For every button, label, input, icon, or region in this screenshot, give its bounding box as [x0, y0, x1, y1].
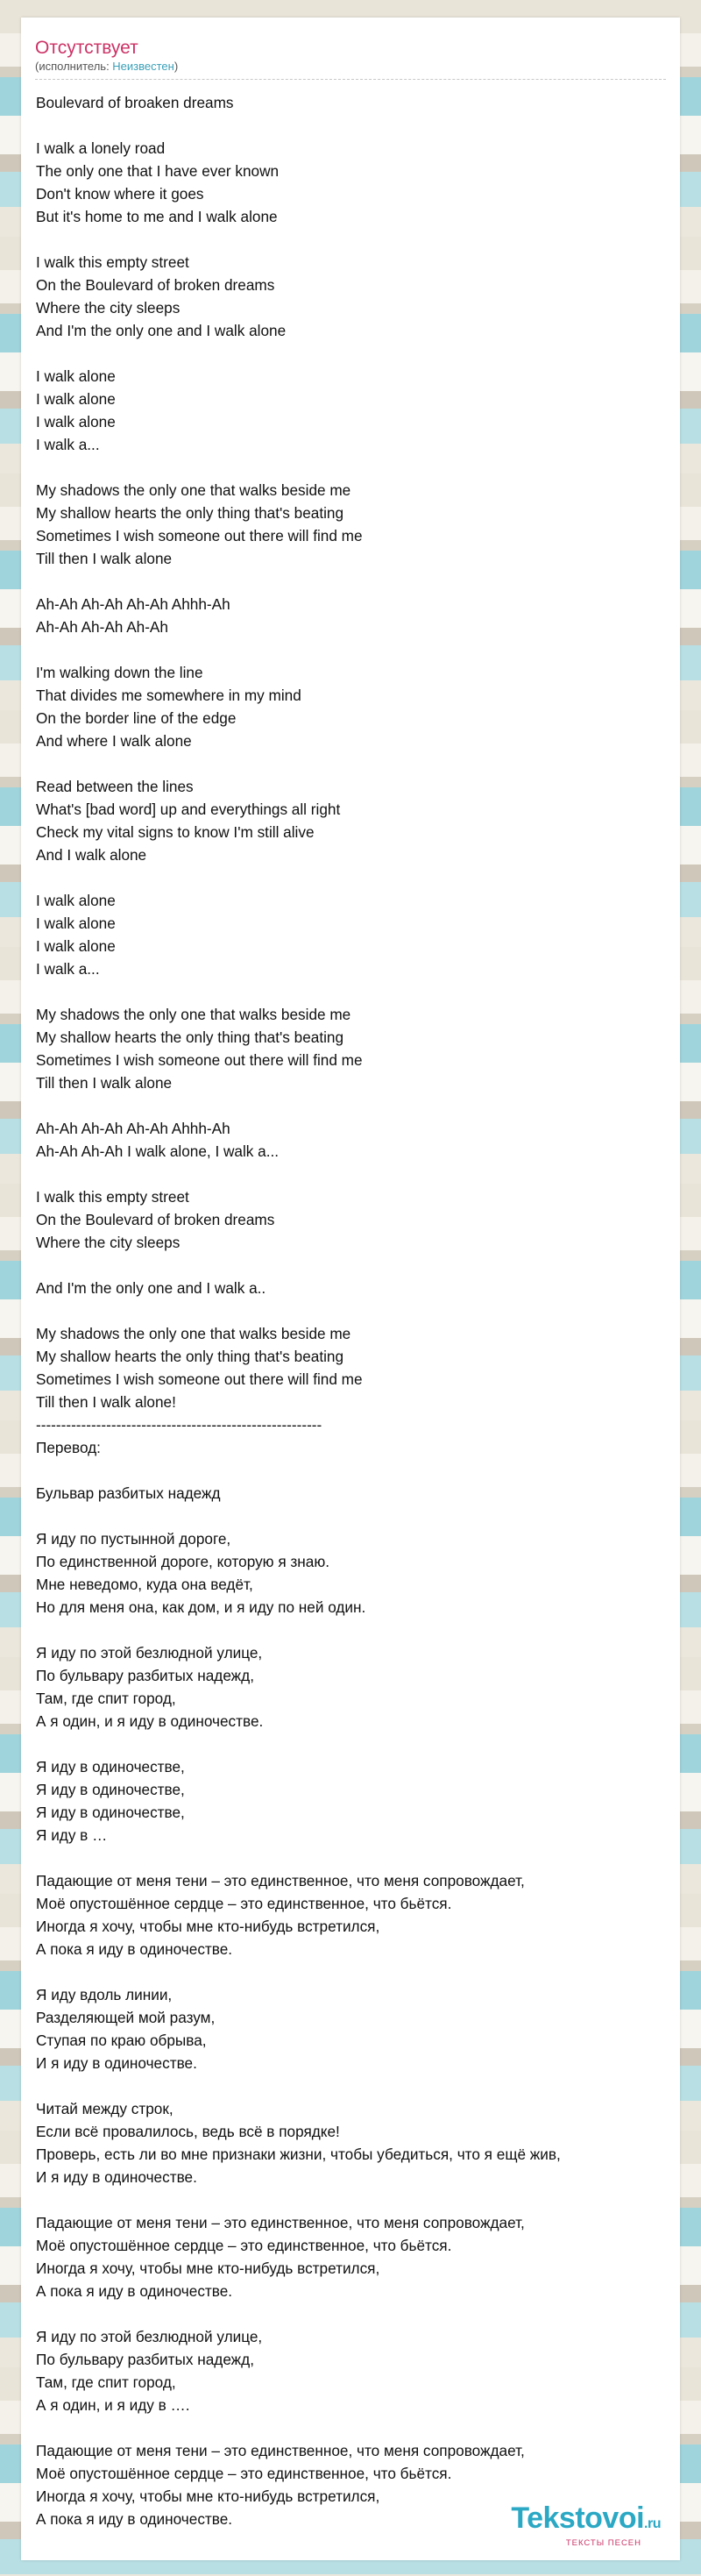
song-header: [35, 37, 666, 74]
lyrics-blank-line: [36, 752, 666, 775]
lyrics-line: Я иду по этой безлюдной улице,: [36, 1644, 263, 1662]
lyrics-line: Till then I walk alone: [36, 1074, 173, 1092]
lyrics-line: Я иду в …: [36, 1826, 108, 1844]
lyrics-blank-line: [36, 228, 666, 251]
lyrics-line: Я иду по пустынной дороге,: [36, 1530, 231, 1548]
site-logo[interactable]: [511, 2503, 661, 2548]
artist-prefix: (исполнитель:: [35, 60, 113, 73]
lyrics-line: А я один, и я иду в одиночестве.: [36, 1712, 264, 1730]
lyrics-line: Ah-Ah Ah-Ah Ah-Ah Ahhh-Ah: [36, 595, 230, 613]
logo-tagline: ТЕКСТЫ ПЕСЕН: [565, 2538, 641, 2548]
lyrics-line: Падающие от меня тени – это единственное, что меня сопровождает,: [36, 2442, 525, 2459]
lyrics-line: Я иду вдоль линии,: [36, 1986, 173, 2003]
lyrics-line: I walk alone: [36, 367, 116, 385]
lyrics-line: ---------------------------------------------------------: [36, 1416, 322, 1434]
lyrics-blank-line: [36, 2074, 666, 2097]
lyrics-line: Но для меня она, как дом, и я иду по ней один.: [36, 1598, 366, 1616]
lyrics-line: Разделяющей мой разум,: [36, 2009, 216, 2026]
lyrics-line: Я иду по этой безлюдной улице,: [36, 2328, 263, 2345]
lyrics-line: Ah-Ah Ah-Ah Ah-Ah Ahhh-Ah: [36, 1120, 230, 1137]
lyrics-line: My shadows the only one that walks beside me: [36, 481, 351, 499]
lyrics-line: Иногда я хочу, чтобы мне кто-нибудь встретился,: [36, 2487, 380, 2505]
lyrics-line: The only one that I have ever known: [36, 162, 280, 180]
lyrics-line: Я иду в одиночестве,: [36, 1804, 185, 1821]
lyrics-blank-line: [36, 1459, 666, 1482]
lyrics-blank-line: [36, 1847, 666, 1869]
lyrics-line: I walk alone: [36, 390, 116, 408]
lyrics-line: А пока я иду в одиночестве.: [36, 2282, 233, 2300]
lyrics-line: По единственной дороге, которую я знаю.: [36, 1553, 330, 1570]
lyrics-blank-line: [36, 1505, 666, 1527]
lyrics-line: What's [bad word] up and everythings all right: [36, 801, 341, 818]
lyrics-line: Ah-Ah Ah-Ah Ah-Ah: [36, 618, 168, 636]
lyrics-line: Если всё провалилось, ведь всё в порядке!: [36, 2123, 340, 2140]
lyrics-line: А пока я иду в одиночестве.: [36, 2510, 233, 2528]
lyrics-line: Ступая по краю обрыва,: [36, 2032, 207, 2049]
lyrics-line: Мне неведомо, куда она ведёт,: [36, 1576, 253, 1593]
lyrics-line: Моё опустошённое сердце – это единственное, что бьётся.: [36, 2465, 452, 2482]
lyrics-blank-line: [36, 1299, 666, 1322]
lyrics-line: I walk this empty street: [36, 1188, 189, 1206]
lyrics-blank-line: [36, 2302, 666, 2325]
lyrics-line: Till then I walk alone: [36, 550, 173, 567]
lyrics-line: And I walk alone: [36, 846, 147, 864]
lyrics-line: По бульвару разбитых надежд,: [36, 2351, 254, 2368]
lyrics-line: Перевод:: [36, 1439, 101, 1456]
lyrics-line: Where the city sleeps: [36, 1234, 181, 1251]
lyrics-line: Я иду в одиночестве,: [36, 1781, 185, 1798]
lyrics-line: My shadows the only one that walks beside me: [36, 1006, 351, 1023]
lyrics-blank-line: [36, 2188, 666, 2211]
lyrics-line: I walk a...: [36, 436, 100, 453]
lyrics-line: And I'm the only one and I walk alone: [36, 322, 287, 339]
lyrics-blank-line: [36, 1733, 666, 1755]
lyrics-blank-line: [36, 1960, 666, 1983]
lyrics-line: I walk alone: [36, 413, 116, 431]
logo-wordmark: [511, 2503, 661, 2539]
lyrics-blank-line: [36, 456, 666, 479]
lyrics-blank-line: [36, 866, 666, 889]
lyrics-line: И я иду в одиночестве.: [36, 2168, 197, 2186]
artist-link[interactable]: Неизвестен: [112, 60, 174, 73]
lyrics-line: А пока я иду в одиночестве.: [36, 1940, 233, 1958]
lyrics-line: My shadows the only one that walks beside me: [36, 1325, 351, 1342]
lyrics-line: Read between the lines: [36, 778, 194, 795]
lyrics-line: I walk alone: [36, 914, 116, 932]
lyrics-line: И я иду в одиночестве.: [36, 2054, 197, 2072]
header-divider: [35, 79, 666, 80]
lyrics-blank-line: [36, 114, 666, 137]
lyrics-line: I walk this empty street: [36, 253, 189, 271]
lyrics-line: Where the city sleeps: [36, 299, 181, 317]
lyrics-line: Падающие от меня тени – это единственное, что меня сопровождает,: [36, 2214, 525, 2231]
lyrics-blank-line: [36, 1163, 666, 1185]
lyrics-line: Иногда я хочу, чтобы мне кто-нибудь встретился,: [36, 2259, 380, 2277]
lyrics-line: Sometimes I wish someone out there will find me: [36, 527, 363, 544]
lyrics-line: That divides me somewhere in my mind: [36, 687, 301, 704]
lyrics-line: Моё опустошённое сердце – это единственное, что бьётся.: [36, 1895, 452, 1912]
lyrics-blank-line: [36, 2416, 666, 2439]
lyrics-text: [36, 91, 666, 2530]
lyrics-blank-line: [36, 638, 666, 661]
artist-suffix: ): [173, 60, 179, 73]
lyrics-line: My shallow hearts the only thing that's beating: [36, 1028, 344, 1046]
lyrics-line: Я иду в одиночестве,: [36, 1758, 185, 1775]
lyrics-blank-line: [36, 980, 666, 1003]
lyrics-card: [21, 18, 680, 2560]
lyrics-line: Там, где спит город,: [36, 2373, 176, 2391]
lyrics-line: Till then I walk alone!: [36, 1393, 176, 1411]
lyrics-line: А я один, и я иду в ….: [36, 2396, 190, 2414]
logo-suffix: .ru: [644, 2516, 661, 2531]
lyrics-line: Моё опустошённое сердце – это единственное, что бьётся.: [36, 2237, 452, 2254]
lyrics-line: Sometimes I wish someone out there will find me: [36, 1051, 363, 1069]
lyrics-line: Там, где спит город,: [36, 1690, 176, 1707]
lyrics-line: I walk a lonely road: [36, 139, 166, 157]
artist-line: [35, 60, 666, 74]
lyrics-line: I walk alone: [36, 937, 116, 955]
lyrics-line: Читай между строк,: [36, 2100, 173, 2117]
lyrics-line: По бульвару разбитых надежд,: [36, 1667, 254, 1684]
lyrics-line: On the border line of the edge: [36, 709, 237, 727]
lyrics-line: And I'm the only one and I walk a..: [36, 1279, 266, 1297]
lyrics-line: But it's home to me and I walk alone: [36, 208, 278, 225]
lyrics-blank-line: [36, 1094, 666, 1117]
lyrics-blank-line: [36, 570, 666, 593]
lyrics-blank-line: [36, 1254, 666, 1277]
lyrics-blank-line: [36, 1619, 666, 1641]
lyrics-line: Ah-Ah Ah-Ah I walk alone, I walk a...: [36, 1142, 280, 1160]
lyrics-line: Иногда я хочу, чтобы мне кто-нибудь встретился,: [36, 1918, 380, 1935]
lyrics-line: Sometimes I wish someone out there will find me: [36, 1370, 363, 1388]
logo-word: Tekstovoi: [511, 2501, 645, 2535]
lyrics-line: Don't know where it goes: [36, 185, 204, 203]
lyrics-line: I walk a...: [36, 960, 100, 978]
song-title: Отсутствует: [35, 38, 138, 58]
lyrics-line: And where I walk alone: [36, 732, 192, 750]
lyrics-line: Падающие от меня тени – это единственное, что меня сопровождает,: [36, 1872, 525, 1889]
lyrics-line: I walk alone: [36, 892, 116, 909]
lyrics-line: I'm walking down the line: [36, 664, 203, 681]
lyrics-line: Бульвар разбитых надежд: [36, 1484, 221, 1502]
lyrics-line: My shallow hearts the only thing that's beating: [36, 504, 344, 522]
lyrics-line: On the Boulevard of broken dreams: [36, 1211, 275, 1228]
lyrics-line: Boulevard of broaken dreams: [36, 94, 234, 111]
lyrics-line: My shallow hearts the only thing that's beating: [36, 1348, 344, 1365]
lyrics-blank-line: [36, 342, 666, 365]
lyrics-line: Check my vital signs to know I'm still alive: [36, 823, 315, 841]
lyrics-line: On the Boulevard of broken dreams: [36, 276, 275, 294]
lyrics-line: Проверь, есть ли во мне признаки жизни, чтобы убедиться, что я ещё жив,: [36, 2145, 561, 2163]
